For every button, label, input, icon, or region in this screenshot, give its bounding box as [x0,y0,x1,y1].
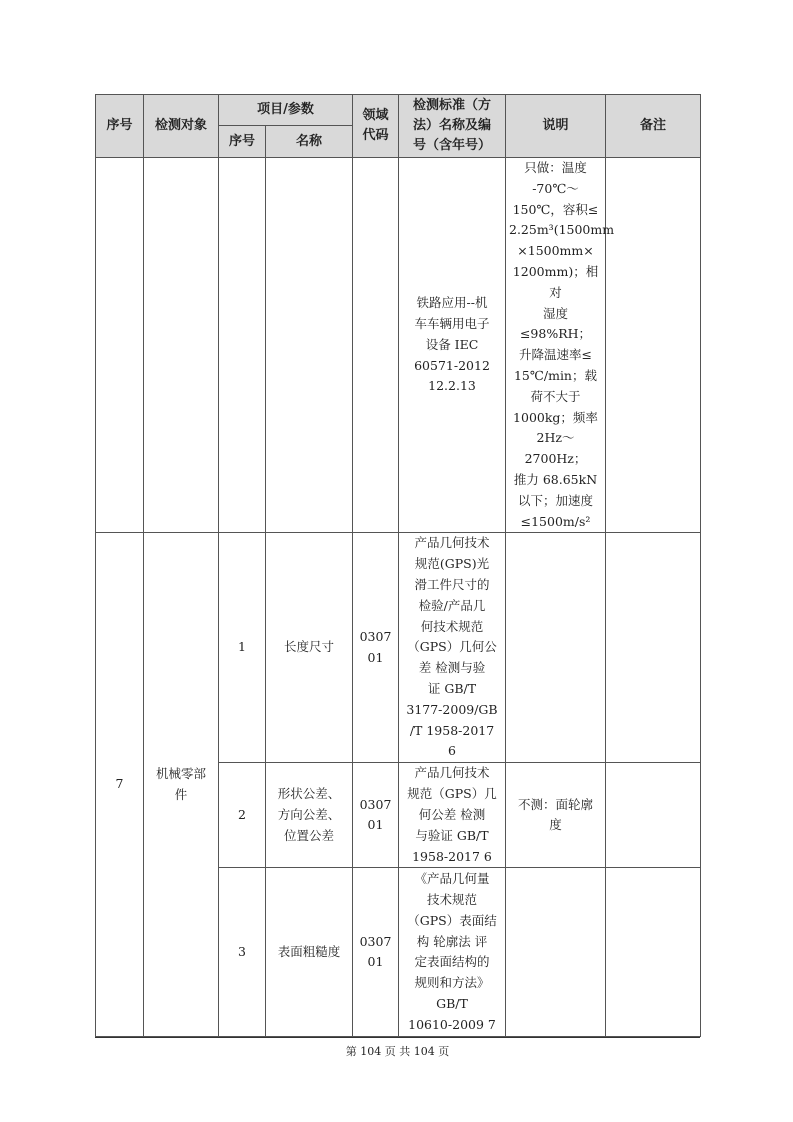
cell-standard: 铁路应用--机 车车辆用电子 设备 IEC 60571-2012 12.2.13 [399,158,506,533]
table-row [96,533,701,763]
cell-seq: 7 [96,533,144,1037]
inspection-table [95,94,701,1037]
cell-note [506,868,606,1037]
cell-code: 0307 01 [353,763,399,868]
cell-remark [606,158,701,533]
footer-divider [95,1037,700,1038]
header-item-param: 项目/参数 [219,95,353,126]
cell-object [144,158,219,533]
table-row [96,158,701,533]
cell-name [266,158,353,533]
cell-sub-seq: 3 [219,868,266,1037]
cell-sub-seq: 2 [219,763,266,868]
cell-note: 不测：面轮廓 度 [506,763,606,868]
cell-note: 只做：温度 -70℃～ 150℃，容积≤ 2.25m³(1500mm ×1500mm× 1200mm)；相对 湿度≤98%RH； 升降温速率≤ 15℃/min；载 荷不大于 1000kg；频率 2Hz～2700Hz； 推力 68.65kN 以下；加速度 ≤1500m/s² [506,158,606,533]
header-sub-seq: 序号 [219,126,266,158]
cell-remark [606,868,701,1037]
header-standard: 检测标准（方 法）名称及编 号（含年号） [399,95,506,158]
cell-seq [96,158,144,533]
cell-code: 0307 01 [353,868,399,1037]
cell-standard: 产品几何技术 规范（GPS）几 何公差 检测 与验证 GB/T 1958-2017 6 [399,763,506,868]
cell-sub-seq: 1 [219,533,266,763]
page-footer: 第 104 页 共 104 页 [345,1045,450,1058]
cell-standard: 《产品几何量 技术规范 （GPS）表面结 构 轮廓法 评 定表面结构的 规则和方法》 GB/T 10610-2009 7 [399,868,506,1037]
cell-code [353,158,399,533]
header-seq: 序号 [96,95,144,158]
cell-object: 机械零部 件 [144,533,219,1037]
cell-name: 形状公差、 方向公差、 位置公差 [266,763,353,868]
cell-sub-seq [219,158,266,533]
header-note: 说明 [506,95,606,158]
header-remark: 备注 [606,95,701,158]
cell-remark [606,533,701,763]
cell-standard: 产品几何技术 规范(GPS)光 滑工件尺寸的 检验/产品几 何技术规范 （GPS）几何公 差 检测与验 证 GB/T 3177-2009/GB /T 1958-2017 6 [399,533,506,763]
header-object: 检测对象 [144,95,219,158]
cell-code: 0307 01 [353,533,399,763]
header-domain-code: 领域 代码 [353,95,399,158]
cell-name: 表面粗糙度 [266,868,353,1037]
cell-remark [606,763,701,868]
cell-note [506,533,606,763]
table-header [96,95,701,158]
header-sub-name: 名称 [266,126,353,158]
cell-name: 长度尺寸 [266,533,353,763]
